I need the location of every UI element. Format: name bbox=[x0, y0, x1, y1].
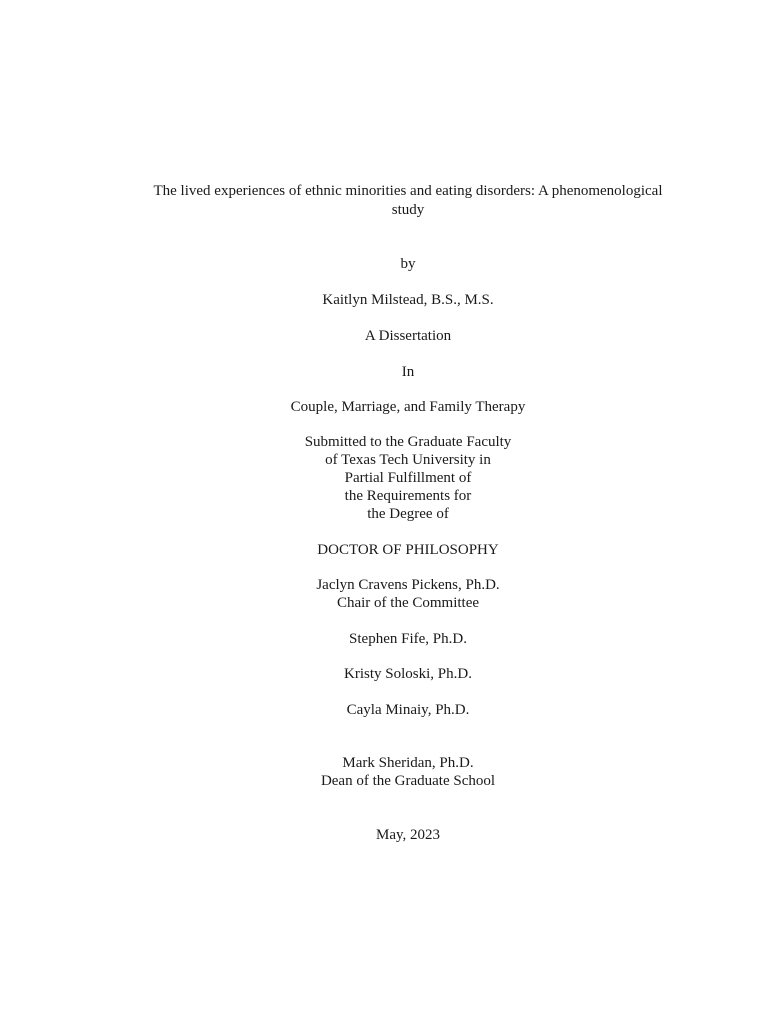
chair-role: Chair of the Committee bbox=[336, 595, 480, 611]
submission-line-4: the Requirements for bbox=[344, 488, 472, 504]
degree-name: DOCTOR OF PHILOSOPHY bbox=[317, 542, 499, 558]
dissertation-title: The lived experiences of ethnic minorities and eating disorders: A phenomenological study bbox=[153, 183, 663, 218]
field-of-study: Couple, Marriage, and Family Therapy bbox=[290, 399, 526, 415]
submission-line-1: Submitted to the Graduate Faculty bbox=[304, 434, 512, 450]
chair-name: Jaclyn Cravens Pickens, Ph.D. bbox=[316, 577, 500, 593]
committee-member-2: Kristy Soloski, Ph.D. bbox=[344, 666, 472, 682]
committee-member-3: Cayla Minaiy, Ph.D. bbox=[346, 702, 470, 718]
dean-role: Dean of the Graduate School bbox=[320, 773, 496, 789]
committee-member-1: Stephen Fife, Ph.D. bbox=[349, 631, 467, 647]
submission-line-2: of Texas Tech University in bbox=[325, 452, 491, 468]
in-label: In bbox=[401, 364, 415, 380]
document-type: A Dissertation bbox=[364, 328, 452, 344]
author-name: Kaitlyn Milstead, B.S., M.S. bbox=[322, 292, 494, 308]
dean-name: Mark Sheridan, Ph.D. bbox=[342, 755, 474, 771]
submission-line-5: the Degree of bbox=[367, 506, 449, 522]
by-label: by bbox=[400, 256, 416, 272]
submission-line-3: Partial Fulfillment of bbox=[344, 470, 472, 486]
submission-date: May, 2023 bbox=[375, 827, 441, 843]
